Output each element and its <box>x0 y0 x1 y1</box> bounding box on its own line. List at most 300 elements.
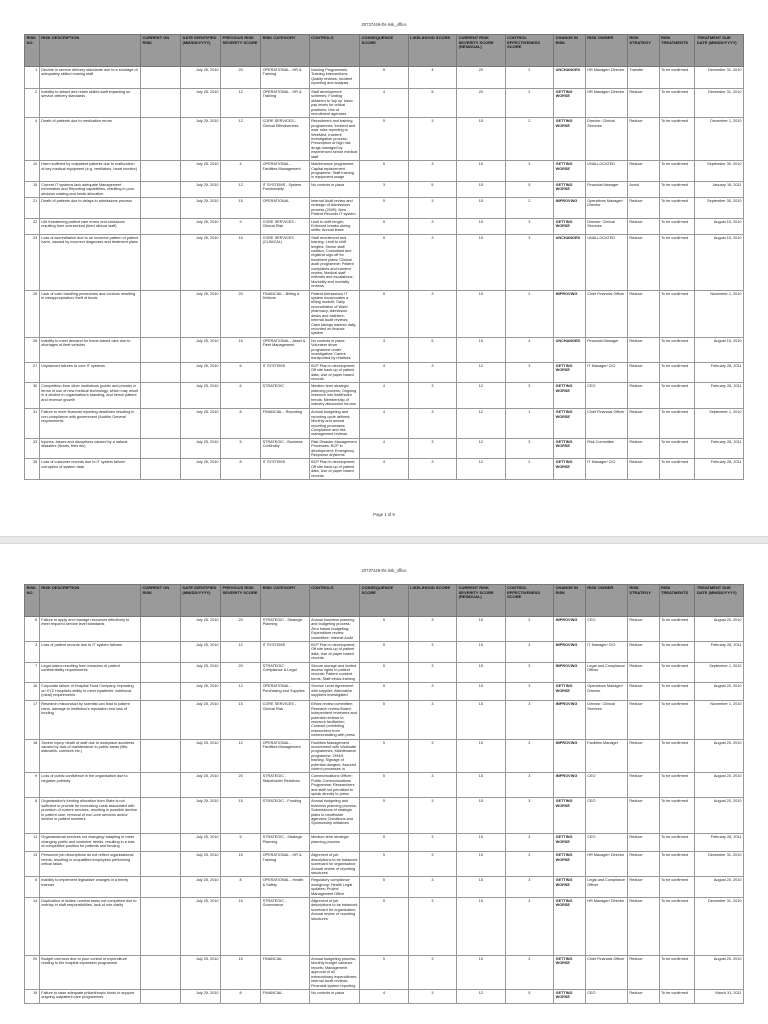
column-header: RISK NO. <box>25 585 40 617</box>
cell-cur <box>140 218 180 234</box>
cell-ctrl: Secure storage and limited access rights to patient records; Patient consent forms; Staff ethics training <box>309 662 360 683</box>
cell-ctrl: Staff development schemes; Funding obtained to 'top up' basic pay levels for critical positions; Use of recruitment agencies <box>309 89 360 118</box>
cell-chg: GETTING WORSE <box>554 898 586 956</box>
cell-treat: To be confirmed <box>659 383 695 409</box>
page-header-title: 20737449-thr-risk_office <box>361 568 407 573</box>
cell-desc: Loss of customer records due to IT system failure/ corruption of system data <box>39 459 140 480</box>
cell-chg: IMPROVING <box>554 739 586 773</box>
cell-sev: 15 <box>457 877 505 898</box>
cell-ctrl: No controls in place <box>309 989 360 1003</box>
cell-like: 3 <box>408 438 456 459</box>
cell-eff: 2 <box>505 89 553 118</box>
cell-chg: GETTING WORSE <box>554 383 586 409</box>
cell-cur <box>140 67 180 89</box>
cell-treat: To be confirmed <box>659 337 695 362</box>
cell-strat: Reduce <box>627 409 659 438</box>
cell-no: 26 <box>25 337 40 362</box>
cell-prev: 5 <box>221 834 261 852</box>
cell-no: 27 <box>25 362 40 383</box>
cell-like: 3 <box>408 218 456 234</box>
cell-desc: Inability to attract and retain skilled staff impacting on service delivery standards <box>39 89 140 118</box>
cell-sev: 15 <box>457 798 505 834</box>
cell-sev: 15 <box>457 118 505 161</box>
cell-treat: To be confirmed <box>659 662 695 683</box>
cell-eff: 2 <box>505 118 553 161</box>
cell-cat: STRATEGIC - Governance <box>261 898 309 956</box>
column-header: LIKELIHOOD SCORE <box>408 585 456 617</box>
table-row <box>25 290 744 337</box>
cell-no: 23 <box>25 234 40 290</box>
cell-treat: To be confirmed <box>659 898 695 956</box>
cell-date: July 25, 2010 <box>181 181 221 197</box>
cell-chg: GETTING WORSE <box>554 798 586 834</box>
cell-prev: 15 <box>221 337 261 362</box>
cell-eff: 3 <box>505 383 553 409</box>
cell-owner: Operations Manager/ Director <box>585 683 627 701</box>
cell-owner: HR Manager/ Director <box>585 67 627 89</box>
cell-chg: GETTING WORSE <box>554 89 586 118</box>
cell-chg: GETTING WORSE <box>554 362 586 383</box>
cell-cur <box>140 362 180 383</box>
cell-prev: 8 <box>221 877 261 898</box>
cell-ctrl: Medium term strategic planning process; Ongoing research into healthcare trends; Membership of industry discussion forums <box>309 383 360 409</box>
cell-cons: 5 <box>360 834 408 852</box>
cell-eff: 3 <box>505 662 553 683</box>
cell-sev: 15 <box>457 701 505 739</box>
cell-desc: Death of patients due to delays in admissions process <box>39 197 140 218</box>
cell-eff: 3 <box>505 438 553 459</box>
cell-prev: 12 <box>221 118 261 161</box>
cell-due: February 28, 2011 <box>695 834 744 852</box>
cell-desc: Harm suffered by outpatient patients due to malfunction of key medical equipment (e.g. ventilators, heart monitor) <box>39 161 140 182</box>
cell-no: 30 <box>25 383 40 409</box>
column-header: RISK STRATEGY <box>627 585 659 617</box>
table-row <box>25 67 744 89</box>
cell-cat: IT SYSTEMS <box>261 459 309 480</box>
page-2 <box>0 544 768 1024</box>
cell-sev: 20 <box>457 89 505 118</box>
cell-strat: Avoid <box>627 181 659 197</box>
cell-eff: 3 <box>505 834 553 852</box>
cell-no: 10 <box>25 161 40 182</box>
cell-chg: GETTING WORSE <box>554 218 586 234</box>
cell-date: July 25, 2010 <box>181 739 221 773</box>
cell-sev: 12 <box>457 409 505 438</box>
cell-like: 5 <box>408 89 456 118</box>
cell-date: July 25, 2010 <box>181 898 221 956</box>
cell-like: 3 <box>408 459 456 480</box>
cell-cons: 5 <box>360 617 408 642</box>
cell-due: September 30, 2010 <box>695 161 744 182</box>
cell-prev: 20 <box>221 617 261 642</box>
cell-chg: GETTING WORSE <box>554 118 586 161</box>
cell-like: 3 <box>408 701 456 739</box>
column-header: CONSEQUENCE SCORE <box>360 585 408 617</box>
table-row <box>25 218 744 234</box>
cell-eff: 2 <box>505 459 553 480</box>
cell-chg: GETTING WORSE <box>554 989 586 1003</box>
cell-owner: Director: Clinical Services <box>585 118 627 161</box>
cell-cons: 5 <box>360 161 408 182</box>
cell-desc: Decline in service delivery standards due to a shortage of adequately skilled nursing staff <box>39 67 140 89</box>
table-row <box>25 834 744 852</box>
cell-owner: CEO <box>585 773 627 798</box>
cell-strat: Reduce <box>627 662 659 683</box>
cell-cur <box>140 642 180 663</box>
cell-date: July 25, 2010 <box>181 877 221 898</box>
cell-like: 3 <box>408 161 456 182</box>
cell-date: July 25, 2010 <box>181 118 221 161</box>
cell-cat: FINANCIAL - Billing & Debtors <box>261 290 309 337</box>
cell-eff: 3 <box>505 956 553 990</box>
cell-treat: To be confirmed <box>659 290 695 337</box>
cell-owner: Chief Financial Officer <box>585 290 627 337</box>
cell-ctrl: Risk Disaster Management Processes; BCP in development; Emergency Response drystems <box>309 438 360 459</box>
cell-cur <box>140 617 180 642</box>
cell-desc: Research misconduct by scientist can lead to patient harm, damage to institution's reputation and loss of funding <box>39 701 140 739</box>
cell-like: 3 <box>408 234 456 290</box>
cell-sev: 12 <box>457 989 505 1003</box>
cell-date: July 25, 2010 <box>181 956 221 990</box>
cell-cons: 5 <box>360 956 408 990</box>
column-header: CONTROL EFFECTIVENESS SCORE <box>505 35 553 67</box>
cell-chg: UNCHANGED <box>554 337 586 362</box>
cell-eff: 3 <box>505 773 553 798</box>
cell-owner: Director: Clinical Services <box>585 218 627 234</box>
cell-no: 9 <box>25 773 40 798</box>
table-row <box>25 662 744 683</box>
column-header: RISK OWNER <box>585 35 627 67</box>
cell-desc: Organisational services not changing/ adapting to meet changing public and customer needs, resulting in a loss of competitive position for patients and funding <box>39 834 140 852</box>
table-row <box>25 898 744 956</box>
cell-cons: 4 <box>360 362 408 383</box>
cell-cur <box>140 181 180 197</box>
cell-cur <box>140 956 180 990</box>
cell-cat: OPERATIONAL - Purchasing and Supplies <box>261 683 309 701</box>
table-row <box>25 362 744 383</box>
table-row <box>25 118 744 161</box>
cell-prev: 6 <box>221 383 261 409</box>
cell-strat: Reduce <box>627 798 659 834</box>
cell-owner: CEO <box>585 989 627 1003</box>
cell-like: 3 <box>408 617 456 642</box>
cell-prev: 20 <box>221 67 261 89</box>
table-row <box>25 773 744 798</box>
cell-date: July 25, 2010 <box>181 409 221 438</box>
table-row <box>25 617 744 642</box>
cell-due: August 20, 2010 <box>695 956 744 990</box>
cell-treat: To be confirmed <box>659 234 695 290</box>
cell-eff: 3 <box>505 898 553 956</box>
cell-no: 5 <box>25 877 40 898</box>
cell-cur <box>140 161 180 182</box>
cell-due: August 15, 2010 <box>695 234 744 290</box>
cell-strat: Reduce <box>627 773 659 798</box>
cell-owner: HR Manager/ Director <box>585 89 627 118</box>
cell-cons: 5 <box>360 701 408 739</box>
cell-eff: 3 <box>505 798 553 834</box>
cell-cur <box>140 662 180 683</box>
cell-ctrl: BCP Plan in development; Off site back-up of patient data; Use of paper based records <box>309 459 360 480</box>
cell-treat: To be confirmed <box>659 161 695 182</box>
column-header: PREVIOUS RISK SEVERITY SCORE <box>221 585 261 617</box>
cell-sev: 12 <box>457 362 505 383</box>
column-header: RISK CATEGORY <box>261 585 309 617</box>
cell-cat: IT SYSTEMS - System Functionality <box>261 181 309 197</box>
cell-due: August 20, 2010 <box>695 739 744 773</box>
cell-sev: 15 <box>457 290 505 337</box>
cell-chg: GETTING WORSE <box>554 877 586 898</box>
cell-sev: 15 <box>457 898 505 956</box>
cell-date: July 25, 2010 <box>181 218 221 234</box>
cell-like: 5 <box>408 337 456 362</box>
cell-treat: To be confirmed <box>659 218 695 234</box>
cell-cat: OPERATIONAL - HR & Training <box>261 67 309 89</box>
cell-ctrl: Internal Audit review and redesign of Admissions process (2009); New Patient Records IT system <box>309 197 360 218</box>
cell-ctrl: Service Level Agreement with supplier; Alternative suppliers investigated <box>309 683 360 701</box>
cell-strat: Reduce <box>627 956 659 990</box>
cell-eff: 3 <box>505 739 553 773</box>
cell-due: November 1, 2010 <box>695 290 744 337</box>
column-header: RISK DESCRIPTION <box>39 585 140 617</box>
column-header: PREVIOUS RISK SEVERITY SCORE <box>221 35 261 67</box>
cell-date: July 25, 2010 <box>181 337 221 362</box>
cell-owner: Legal and Compliance Officer <box>585 877 627 898</box>
table-row <box>25 409 744 438</box>
cell-desc: Organisation's funding allocation from State is not sufficient to provide for increasing costs associated with provision of current services, resulting in possible decline in patient care, removal of non-core services and/or decline in patient numbers <box>39 798 140 834</box>
cell-sev: 15 <box>457 161 505 182</box>
cell-like: 3 <box>408 197 456 218</box>
cell-no: 16 <box>25 683 40 701</box>
cell-date: July 25, 2010 <box>181 701 221 739</box>
cell-treat: To be confirmed <box>659 773 695 798</box>
cell-sev: 12 <box>457 383 505 409</box>
column-header: RISK NO. <box>25 35 40 67</box>
table-row <box>25 798 744 834</box>
column-header: LIKELIHOOD SCORE <box>408 35 456 67</box>
table-header-row <box>25 585 744 617</box>
cell-prev: 15 <box>221 234 261 290</box>
cell-owner: IT Manager/ CIO <box>585 362 627 383</box>
cell-desc: Budget overruns due to poor control of expenditure relating to the hospital expansion programme <box>39 956 140 990</box>
cell-desc: Corporate failure of Hospital Food Company, impacting on XYZ Hospital's ability to meet inpatients' nutritional (meal) requirements <box>39 683 140 701</box>
cell-cur <box>140 877 180 898</box>
cell-sev: 15 <box>457 642 505 663</box>
cell-eff: 3 <box>505 218 553 234</box>
column-header: CURRENT ON RISK <box>140 35 180 67</box>
cell-strat: Reduce <box>627 617 659 642</box>
column-header: RISK STRATEGY <box>627 35 659 67</box>
cell-cur <box>140 739 180 773</box>
cell-chg: GETTING WORSE <box>554 956 586 990</box>
cell-strat: Reduce <box>627 118 659 161</box>
cell-like: 3 <box>408 798 456 834</box>
cell-cons: 4 <box>360 438 408 459</box>
column-header: CONTROL EFFECTIVENESS SCORE <box>505 585 553 617</box>
column-header: RISK OWNER <box>585 585 627 617</box>
cell-ctrl: Regulatory compliance workgroup; Health Legal updates; Project Management Office <box>309 877 360 898</box>
cell-cur <box>140 683 180 701</box>
table-row <box>25 161 744 182</box>
cell-ctrl: Ethics review committee; Research review Board; Independent reviewers and potential reviews to research facilitation; Contract prohibiting researchers from communicating with press <box>309 701 360 739</box>
cell-due: August 15, 2010 <box>695 218 744 234</box>
cell-cat: OPERATIONAL - HR & Training <box>261 89 309 118</box>
cell-no: 2 <box>25 89 40 118</box>
cell-strat: Reduce <box>627 161 659 182</box>
cell-cat: OPERATIONAL - Health & Safety <box>261 877 309 898</box>
table-row <box>25 877 744 898</box>
cell-no: 19 <box>25 989 40 1003</box>
cell-owner: CEO <box>585 834 627 852</box>
cell-treat: To be confirmed <box>659 67 695 89</box>
cell-cons: 5 <box>360 662 408 683</box>
cell-due: September 30, 2010 <box>695 197 744 218</box>
cell-desc: Personnel job descriptions do not reflect organisational needs, resulting in unqualified employees performing critical tasks <box>39 852 140 877</box>
cell-cat: FINANCIAL <box>261 956 309 990</box>
cell-owner: IT Manager/ CIO <box>585 642 627 663</box>
cell-no: 33 <box>25 438 40 459</box>
cell-desc: Failure to apply and manage resources effectively to meet required service level standards <box>39 617 140 642</box>
cell-cat: STRATEGIC - Strategic Planning <box>261 834 309 852</box>
cell-cons: 4 <box>360 459 408 480</box>
cell-strat: Reduce <box>627 290 659 337</box>
cell-due: August 15, 2010 <box>695 337 744 362</box>
column-header: RISK TREATMENTS <box>659 35 695 67</box>
cell-date: July 25, 2010 <box>181 798 221 834</box>
cell-owner: HR Manager/ Director <box>585 852 627 877</box>
cell-cons: 5 <box>360 739 408 773</box>
cell-desc: Inability to implement legislative changes in a timely manner <box>39 877 140 898</box>
cell-cat: OPERATIONAL - Facilities Management <box>261 739 309 773</box>
cell-like: 3 <box>408 877 456 898</box>
cell-cons: 5 <box>360 290 408 337</box>
cell-like: 5 <box>408 181 456 197</box>
cell-chg: GETTING WORSE <box>554 459 586 480</box>
cell-eff: 3 <box>505 683 553 701</box>
cell-eff: 5 <box>505 181 553 197</box>
cell-date: July 25, 2010 <box>181 362 221 383</box>
cell-cur <box>140 834 180 852</box>
cell-desc: Loss of public confidence in the organisation due to negative publicity <box>39 773 140 798</box>
cell-no: 35 <box>25 459 40 480</box>
cell-treat: To be confirmed <box>659 362 695 383</box>
cell-due: August 20, 2010 <box>695 877 744 898</box>
cell-cur <box>140 234 180 290</box>
cell-eff: 2 <box>505 67 553 89</box>
cell-treat: To be confirmed <box>659 798 695 834</box>
cell-strat: Reduce <box>627 383 659 409</box>
cell-chg: GETTING WORSE <box>554 852 586 877</box>
cell-sev: 15 <box>457 617 505 642</box>
cell-ctrl: BCP Plan in development; Off site back-up of patient data; Use of paper based records <box>309 362 360 383</box>
cell-sev: 15 <box>457 218 505 234</box>
cell-chg: IMPROVING <box>554 642 586 663</box>
cell-chg: IMPROVING <box>554 617 586 642</box>
cell-due: March 31, 2011 <box>695 989 744 1003</box>
table-row <box>25 234 744 290</box>
cell-eff: 3 <box>505 362 553 383</box>
cell-cons: 5 <box>360 218 408 234</box>
cell-cur <box>140 989 180 1003</box>
cell-eff: 3 <box>505 161 553 182</box>
cell-no: 20 <box>25 956 40 990</box>
table-row <box>25 956 744 990</box>
cell-chg: UNCHANGED <box>554 234 586 290</box>
cell-due: December 31, 2010 <box>695 852 744 877</box>
cell-eff: 3 <box>505 642 553 663</box>
cell-cons: 3 <box>360 337 408 362</box>
cell-cons: 5 <box>360 683 408 701</box>
cell-cons: 5 <box>360 773 408 798</box>
cell-no: 31 <box>25 409 40 438</box>
cell-cat: STRATEGIC - Stakeholder Relations <box>261 773 309 798</box>
cell-like: 3 <box>408 642 456 663</box>
cell-strat: Transfer <box>627 67 659 89</box>
cell-chg: GETTING WORSE <box>554 834 586 852</box>
cell-desc: Injuries, losses and disruptions caused by a natural disasters (floods, fires etc) <box>39 438 140 459</box>
table-row <box>25 438 744 459</box>
cell-ctrl: No controls in place; Volunteer driver programme under investigation; Carers transported by relatives <box>309 337 360 362</box>
cell-ctrl: BCP Plan in development; Off site back-up of patient data; Use of paper based records <box>309 642 360 663</box>
cell-treat: To be confirmed <box>659 118 695 161</box>
table-row <box>25 642 744 663</box>
cell-prev: 5 <box>221 438 261 459</box>
table-row <box>25 739 744 773</box>
cell-cur <box>140 852 180 877</box>
cell-no: 15 <box>25 181 40 197</box>
table-row <box>25 197 744 218</box>
cell-ctrl: Nursing Programmes; Training interventions; Quality reviews; Incident reporting and analysis <box>309 67 360 89</box>
cell-due: December 31, 2010 <box>695 67 744 89</box>
risk-register-table <box>24 34 744 480</box>
table-row <box>25 683 744 701</box>
cell-like: 3 <box>408 683 456 701</box>
cell-date: July 25, 2010 <box>181 617 221 642</box>
cell-no: 13 <box>25 852 40 877</box>
cell-chg: IMPROVING <box>554 290 586 337</box>
cell-cons: 5 <box>360 877 408 898</box>
cell-treat: To be confirmed <box>659 739 695 773</box>
cell-prev: 20 <box>221 290 261 337</box>
cell-prev: 20 <box>221 773 261 798</box>
cell-no: 8 <box>25 798 40 834</box>
cell-prev: 8 <box>221 989 261 1003</box>
cell-treat: To be confirmed <box>659 683 695 701</box>
cell-date: July 25, 2010 <box>181 834 221 852</box>
column-header: CURRENT RISK SEVERITY SCORE (RESIDUAL) <box>457 35 505 67</box>
cell-no: 17 <box>25 701 40 739</box>
cell-owner: Operations Manager/ Director <box>585 197 627 218</box>
cell-ctrl: Annual budgeting and business planning process; Submissions of strategic plans to healthcare agencies; Donations and Sponsorship initiatives <box>309 798 360 834</box>
cell-owner: Risk Committee <box>585 438 627 459</box>
cell-due: December 31, 2010 <box>695 898 744 956</box>
cell-cons: 5 <box>360 118 408 161</box>
cell-like: 3 <box>408 956 456 990</box>
cell-due: August 20, 2010 <box>695 683 744 701</box>
cell-like: 3 <box>408 739 456 773</box>
cell-prev: 12 <box>221 89 261 118</box>
cell-due: December 1, 2010 <box>695 118 744 161</box>
cell-cat: OPERATIONAL - Facilities Management <box>261 161 309 182</box>
cell-no: 14 <box>25 898 40 956</box>
cell-treat: To be confirmed <box>659 409 695 438</box>
cell-due: February 28, 2011 <box>695 438 744 459</box>
cell-like: 4 <box>408 67 456 89</box>
cell-like: 3 <box>408 773 456 798</box>
cell-desc: Unplanned failures to core IT systems <box>39 362 140 383</box>
cell-no: 11 <box>25 834 40 852</box>
cell-due: January 15, 2011 <box>695 181 744 197</box>
